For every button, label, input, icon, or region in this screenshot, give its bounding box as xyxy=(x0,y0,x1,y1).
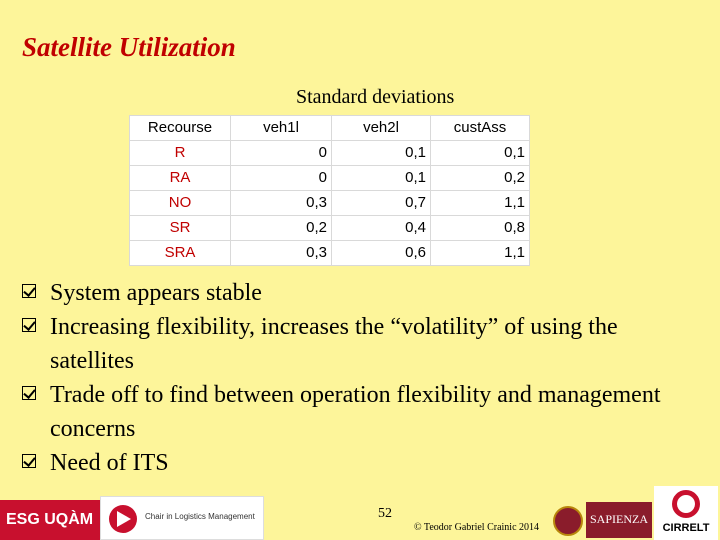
value-cell: 0,2 xyxy=(431,166,530,191)
checkbox-icon xyxy=(22,386,36,400)
bullet-item xyxy=(22,310,702,378)
value-cell: 0,3 xyxy=(231,191,332,216)
cirrelt-logo xyxy=(654,486,718,540)
table-row xyxy=(130,141,530,166)
slide-title: Satellite Utilization xyxy=(22,32,236,62)
value-cell: 0,6 xyxy=(332,241,431,266)
bullet-item xyxy=(22,276,702,310)
page-number: 52 xyxy=(378,506,392,521)
plane-icon xyxy=(109,505,137,533)
checkbox-icon xyxy=(22,454,36,468)
bullet-text: System appears stable xyxy=(50,280,262,306)
bullet-item xyxy=(22,446,702,480)
copyright-text: © Teodor Gabriel Crainic 2014 xyxy=(414,522,540,533)
value-cell: 1,1 xyxy=(431,191,530,216)
recourse-cell: SRA xyxy=(130,241,231,266)
recourse-cell: R xyxy=(130,141,231,166)
value-cell: 0,8 xyxy=(431,216,530,241)
recourse-cell: SR xyxy=(130,216,231,241)
col-header-recourse: Recourse xyxy=(130,116,231,141)
recourse-cell: NO xyxy=(130,191,231,216)
cirrelt-label: CIRRELT xyxy=(662,522,710,534)
table-row xyxy=(130,216,530,241)
cirrelt-mark-icon xyxy=(672,490,700,518)
bullet-text: Need of ITS xyxy=(50,450,169,476)
table-header-row xyxy=(130,116,530,141)
bullet-item xyxy=(22,378,702,446)
chair-logistics-logo xyxy=(100,496,264,540)
table-caption: Standard deviations xyxy=(296,86,455,108)
col-header-veh1l: veh1l xyxy=(231,116,332,141)
value-cell: 1,1 xyxy=(431,241,530,266)
value-cell: 0 xyxy=(231,166,332,191)
table-row xyxy=(130,191,530,216)
value-cell: 0,1 xyxy=(332,166,431,191)
value-cell: 0,7 xyxy=(332,191,431,216)
bullet-list xyxy=(22,276,702,480)
std-dev-table xyxy=(129,115,530,266)
sapienza-seal-icon xyxy=(553,506,583,536)
chair-logo-text: Chair in Logistics Management xyxy=(145,512,255,521)
value-cell: 0,1 xyxy=(332,141,431,166)
sapienza-logo: SAPIENZA xyxy=(586,502,652,538)
table-row xyxy=(130,241,530,266)
table-row xyxy=(130,166,530,191)
checkbox-icon xyxy=(22,318,36,332)
col-header-veh2l: veh2l xyxy=(332,116,431,141)
value-cell: 0,1 xyxy=(431,141,530,166)
recourse-cell: RA xyxy=(130,166,231,191)
value-cell: 0,2 xyxy=(231,216,332,241)
bullet-text: Increasing flexibility, increases the “volatility” of using the satellites xyxy=(50,314,618,374)
col-header-custass: custAss xyxy=(431,116,530,141)
value-cell: 0,3 xyxy=(231,241,332,266)
value-cell: 0,4 xyxy=(332,216,431,241)
value-cell: 0 xyxy=(231,141,332,166)
esg-uqam-logo: ESG UQÀM xyxy=(0,500,100,540)
bullet-text: Trade off to find between operation flexibility and management concerns xyxy=(50,382,661,442)
checkbox-icon xyxy=(22,284,36,298)
